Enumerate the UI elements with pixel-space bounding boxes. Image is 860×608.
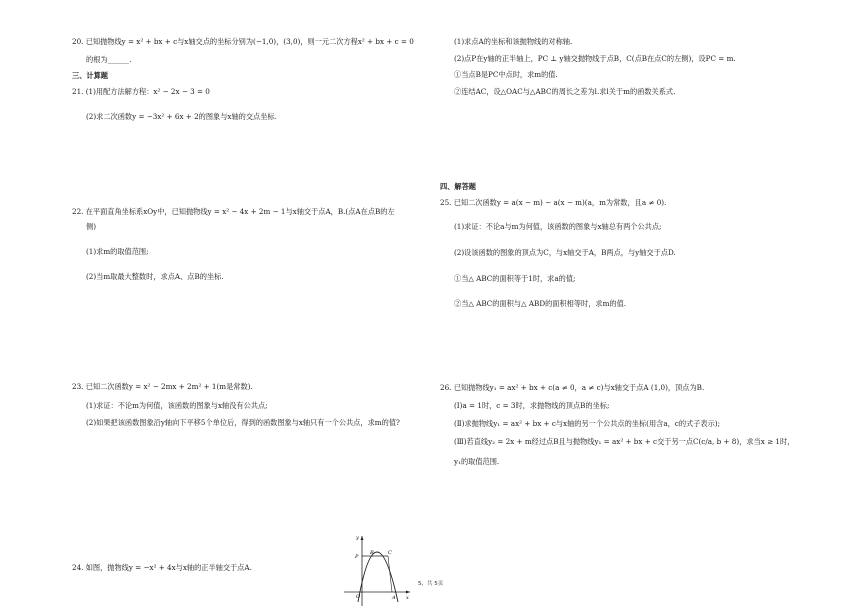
section-4-heading: 四、解答题: [440, 182, 476, 191]
q20-line2: 的根为______.: [86, 55, 132, 64]
q25-line1: 25. 已知二次函数y = a(x − m) − a(x − m)(a，m为常数，且a ≠ 0).: [440, 198, 667, 207]
q23-part1: (1)求证：不论m为何值，该函数的图象与x轴没有公共点;: [86, 401, 268, 410]
p-label: P: [355, 554, 359, 560]
q22-part1: (1)求m的取值范围;: [86, 247, 149, 256]
a-label: A: [392, 595, 396, 601]
q26-part1: (Ⅰ)a = 1时，c = 3时，求抛物线的顶点B的坐标;: [454, 401, 610, 410]
q26-part3: (Ⅲ)若直线y₂ = 2x + m经过点B且与抛物线y₁ = ax² + bx + c交于另一点C(c/a, b + 8)，求当x ≥ 1时，: [454, 437, 795, 446]
page-footer: 5、共 5页: [418, 581, 444, 587]
right-column: [440, 0, 800, 608]
q25-part2-sub2: ②当△ ABC的面积与△ ABD的面积相等时，求m的值.: [454, 299, 627, 308]
q26-part4: y₁的取值范围.: [454, 457, 500, 466]
x-axis-arrow-icon: [406, 591, 410, 594]
q26-part2: (Ⅱ)求抛物线y₁ = ax² + bx + c与x轴的另一个公共点的坐标(用含a，c的式子表示);: [454, 419, 721, 428]
q23-line1: 23. 已知二次函数y = x² − 2mx + 2m² + 1(m是常数).: [72, 382, 253, 391]
q21-part2: (2)求二次函数y = −3x² + 6x + 2的图象与x轴的交点坐标.: [86, 112, 277, 121]
q21-part1: 21. (1)用配方法解方程：x² − 2x − 3 = 0: [72, 87, 210, 96]
q24-part1: (1)求点A的坐标和该抛物线的对称轴.: [454, 37, 573, 46]
q24-line1: 24. 如图，抛物线y = −x² + 4x与x轴的正半轴交于点A.: [72, 563, 252, 572]
q25-part2-sub1: ①当△ ABC的面积等于1时，求a的值;: [454, 274, 576, 283]
q24-parabola-figure: [340, 532, 412, 608]
x-label: x: [406, 595, 409, 601]
y-label: y: [356, 535, 359, 541]
left-column: [72, 0, 422, 608]
c-label: C: [388, 550, 392, 556]
ac-segment: [388, 556, 392, 592]
q23-part2: (2)如果把该函数图象沿y轴向下平移5个单位后，得到的函数图象与x轴只有一个公共点，求m的值?: [86, 418, 400, 427]
b-label: B: [370, 550, 374, 556]
q24-part2-sub1: ①当点B是PC中点时，求m的值.: [454, 70, 558, 79]
q20-line1: 20. 已知抛物线y = x² + bx + c与x轴交点的坐标分别为(−1,0)，(3,0)，则一元二次方程x² + bx + c = 0: [72, 37, 414, 46]
q26-line1: 26. 已知抛物线y₁ = ax² + bx + c(a ≠ 0，a ≠ c)与x轴交于点A (1,0)，顶点为B.: [440, 383, 705, 392]
q25-part2: (2)设该函数的图象的顶点为C，与x轴交于A，B两点，与y轴交于点D.: [454, 248, 676, 257]
q22-line2: 侧): [86, 222, 96, 231]
section-3-heading: 三、计算题: [72, 71, 108, 80]
q24-part2: (2)点P在y轴的正半轴上，PC ⊥ y轴交抛物线于点B，C(点B在点C的左侧)，设PC = m.: [454, 54, 736, 63]
y-axis-arrow-icon: [361, 536, 364, 540]
q22-part2: (2)当m取最大整数时，求点A、点B的坐标.: [86, 272, 224, 281]
q24-part2-sub2: ②连结AC，设△OAC与△ABC的周长之差为l.求l关于m的函数关系式.: [454, 87, 676, 96]
o-label: O: [356, 594, 361, 600]
q22-line1: 22. 在平面直角坐标系xOy中，已知抛物线y = x² − 4x + 2m − 1与x轴交于点A，B.(点A在点B的左: [72, 207, 395, 216]
q25-part1: (1)求证：不论a与m为何值，该函数的图象与x轴总有两个公共点;: [454, 222, 662, 231]
